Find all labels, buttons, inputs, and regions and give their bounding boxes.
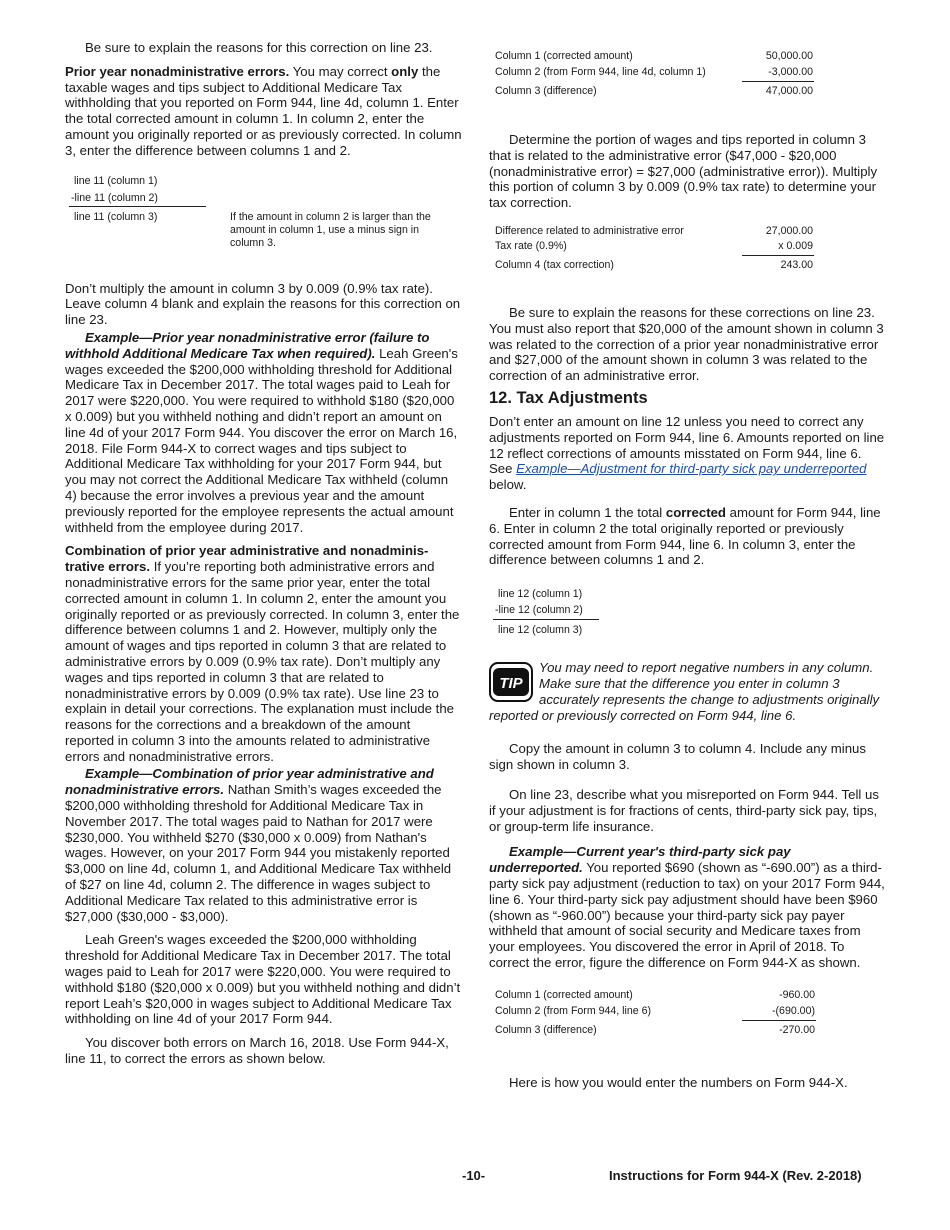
row-label: Column 1 (corrected amount) (495, 988, 633, 1001)
sum-rule (493, 619, 599, 620)
table-row (495, 259, 813, 272)
section-heading: 12. Tax Adjustments (489, 388, 648, 407)
heading-inline: Combination of prior year administrative and nonadminis-trative errors. (65, 543, 429, 575)
column-table-4 (489, 987, 886, 1075)
text-bold: corrected (665, 504, 726, 520)
tip-box (489, 660, 886, 723)
sum-rule (742, 81, 814, 82)
paragraph: Leah Green's wages exceeded the $200,000 withholding threshold for Additional Medicare Tax in December 2017. The total wages paid to Leah for 2017 were $220,000. You were required to withhold $180 ($20,000 x 0.009) but you withheld nothing and didn’t report Leah’s $20,000 in wages subject to Additional Medicare Tax withholding on line 4d of your 2017 Form 944. (65, 932, 461, 1027)
sum-rule (69, 206, 206, 207)
row-value: 243.00 (780, 258, 813, 271)
row-label: Column 4 (tax correction) (495, 258, 614, 271)
row-value: 27,000.00 (765, 224, 813, 237)
table-row: -line 11 (column 2) (71, 191, 158, 204)
row-value: -(690.00) (772, 1004, 815, 1017)
paragraph (489, 414, 886, 493)
table-row (495, 1024, 815, 1037)
line-11-table (65, 173, 463, 281)
table-note: If the amount in column 2 is larger than the amount in column 1, use a minus sign in column 3. (230, 210, 431, 249)
paragraph (65, 64, 463, 159)
row-value: x 0.009 (778, 239, 813, 252)
paragraph (489, 505, 886, 568)
example-link[interactable]: Example—Adjustment for third-party sick pay underreported (516, 461, 867, 477)
row-label: Column 2 (from Form 944, line 6) (495, 1004, 652, 1017)
table-row: line 12 (column 3) (498, 624, 583, 637)
paragraph (65, 543, 463, 764)
paragraph (65, 330, 463, 535)
text-bold: only (391, 63, 419, 79)
row-label: Column 1 (corrected amount) (495, 50, 633, 62)
tip-text: You may need to report negative numbers in any column. Make sure that the difference you enter in column 3 accurately represents the change to adjustments originally reported or previously corrected on Form 944, line 6. (489, 660, 880, 723)
heading-inline: Prior year nonadministrative errors. (65, 63, 290, 79)
text: Don’t enter an amount on line 12 unless you need to correct any adjustments reported on Form 944, line 6. Amounts reported on line 12 reflect corrections of amounts misstated on Form 944, line 6. See (489, 413, 885, 477)
svg-text:TIP: TIP (499, 675, 523, 693)
paragraph: Be sure to explain the reasons for this correction on line 23. (85, 40, 433, 55)
row-value: -270.00 (779, 1023, 815, 1036)
row-label: Difference related to administrative error (495, 224, 684, 237)
paragraph: Copy the amount in column 3 to column 4. Include any minus sign shown in column 3. (489, 741, 866, 773)
text: You may correct (289, 63, 392, 79)
paragraph: Determine the portion of wages and tips reported in column 3 that is related to the administrative error ($47,000 - $20,000 (nonadministrative error) = $27,000 (administrative error)). Multiply this portion of column 3 by 0.009 (0.9% tax rate) to determine your tax correction. (489, 132, 878, 211)
paragraph (65, 766, 463, 924)
row-value: 50,000.00 (765, 50, 813, 62)
text: the taxable wages and tips subject to Additional Medicare Tax withholding that you reported on Form 944, line 4d, column 1. Enter the total corrected amount in column 1. In column 2, enter the amount you originally reported or as previously corrected. In column 3, enter the difference between columns 1 and 2. (65, 63, 462, 158)
right-column (489, 48, 886, 1098)
text: below. (489, 477, 527, 493)
row-value: -960.00 (779, 988, 815, 1001)
row-label: Column 3 (difference) (495, 1023, 597, 1036)
paragraph: Here is how you would enter the numbers on Form 944-X. (509, 1074, 848, 1090)
row-label: Tax rate (0.9%) (495, 239, 567, 252)
table-row (495, 66, 813, 79)
table-row: line 11 (column 1) (74, 174, 158, 187)
column-table-2 (489, 223, 886, 305)
text: Nathan Smith’s wages exceeded the $200,000 withholding threshold for Additional Medicare Tax in November 2017. The total wages paid to Nathan for 2017 were $230,000. You withheld $270 ($30,000 x 0.009) from Nathan's wages. However, on your 2017 Form 944 you mistakenly reported $3,000 on line 4d, column 1, and Additional Medicare Tax withheld of $27 on line 4d, column 2. The difference in wages subject to Additional Medicare Tax related to this administrative error is $27,000 ($30,000 - $3,000). (65, 782, 452, 924)
example-heading: Example—Combination of prior year administrative and nonadministrative errors. (65, 766, 434, 798)
example-heading: Example—Current year's third-party sick pay underreported. (489, 844, 791, 876)
column-table-1 (489, 48, 886, 132)
table-row: line 11 (column 3) (74, 210, 158, 223)
line-12-table (489, 578, 886, 660)
row-value: 47,000.00 (765, 85, 813, 97)
row-label: Column 2 (from Form 944, line 4d, column 1) (495, 66, 706, 78)
paragraph: Be sure to explain the reasons for these corrections on line 23. You must also report that $20,000 of the amount shown in column 3 was related to the correction of a prior year nonadministrative error and $27,000 of the amount shown in column 3 was related to the correction of an administrative error. (489, 304, 884, 384)
table-row (495, 50, 813, 63)
tip-icon (489, 662, 533, 702)
text: Leah Green's wages exceeded the $200,000 withholding threshold for Additional Medicare Tax in December 2017. The total wages paid to Leah for 2017 were $220,000. You were required to withhold $180 ($20,000 x 0.009) but you withheld nothing and didn’t report an amount on line 4d of your 2017 Form 944. You discover the error on March 16, 2018. File Form 944-X to correct wages and tips subject to Additional Medicare Tax withholding for your 2017 Form 944, but you may not correct the Additional Medicare Tax withheld (column 4) because the error involves a previous year and the amount previously reported for the employee represents the actual amount withheld from the employee during 2017. (65, 345, 458, 535)
text: amount for Form 944, line 6. Enter in column 2 the total originally reported or previously corrected amount from Form 944, line 6. In column 3, enter the difference between columns 1 and 2. (489, 504, 881, 568)
text: If you’re reporting both administrative errors and nonadministrative errors for the same prior year, enter the total corrected amount in column 1. In column 2, enter the amount you originally reported or as previously corrected. In column 3, enter the difference between columns 1 and 2. However, multiply only the amount of wages and tips reported in column 3 that are related to administrative errors by 0.009 (0.9% tax rate). Don’t multiply any wages and tips reported in column 3 that are related to nonadministrative errors by 0.009 (0.9% tax rate). Use line 23 to explain in detail your corrections. The explanation must include the reasons for the corrections and a breakdown of the amount reported in column 3 into the amounts related to administrative errors and nonadministrative errors. (65, 559, 460, 764)
text: You reported $690 (shown as “-690.00”) as a third-party sick pay adjustment (reduction to tax) on your 2017 Form 944, line 6. Your third-party sick pay adjustment should have been $960 (shown as “-960.00”) because your third-party sick pay payer withheld that amount of social security and Medicare taxes from your employees. You discovered the error in April of 2018. To correct the error, figure the difference on Form 944-X as shown. (489, 860, 885, 970)
footer-title: Instructions for Form 944-X (Rev. 2-2018) (609, 1168, 862, 1183)
paragraph: Don’t multiply the amount in column 3 by 0.009 (0.9% tax rate). Leave column 4 blank and explain the reasons for this correction on line 23. (65, 280, 461, 328)
table-row (495, 1005, 815, 1018)
paragraph: On line 23, describe what you misreported on Form 944. Tell us if your adjustment is for fractions of cents, third-party sick pay, tips, or group-term life insurance. (489, 786, 879, 834)
table-row: line 12 (column 1) (498, 588, 583, 601)
table-row (495, 989, 815, 1002)
paragraph: You discover both errors on March 16, 2018. Use Form 944-X, line 11, to correct the errors as shown below. (65, 1035, 449, 1067)
example-heading: Example—Prior year nonadministrative error (failure to withhold Additional Medicare Tax when required). (65, 329, 430, 361)
table-row (495, 225, 813, 238)
sum-rule (742, 1020, 816, 1021)
row-value: -3,000.00 (768, 66, 813, 78)
page-number: -10- (462, 1168, 486, 1183)
text: Enter in column 1 the total (509, 504, 666, 520)
paragraph (489, 844, 886, 970)
sum-rule (742, 255, 814, 256)
table-row: -line 12 (column 2) (495, 604, 583, 617)
table-row (495, 240, 813, 253)
table-row (495, 85, 813, 98)
left-column (65, 40, 463, 1075)
row-label: Column 3 (difference) (495, 85, 597, 97)
